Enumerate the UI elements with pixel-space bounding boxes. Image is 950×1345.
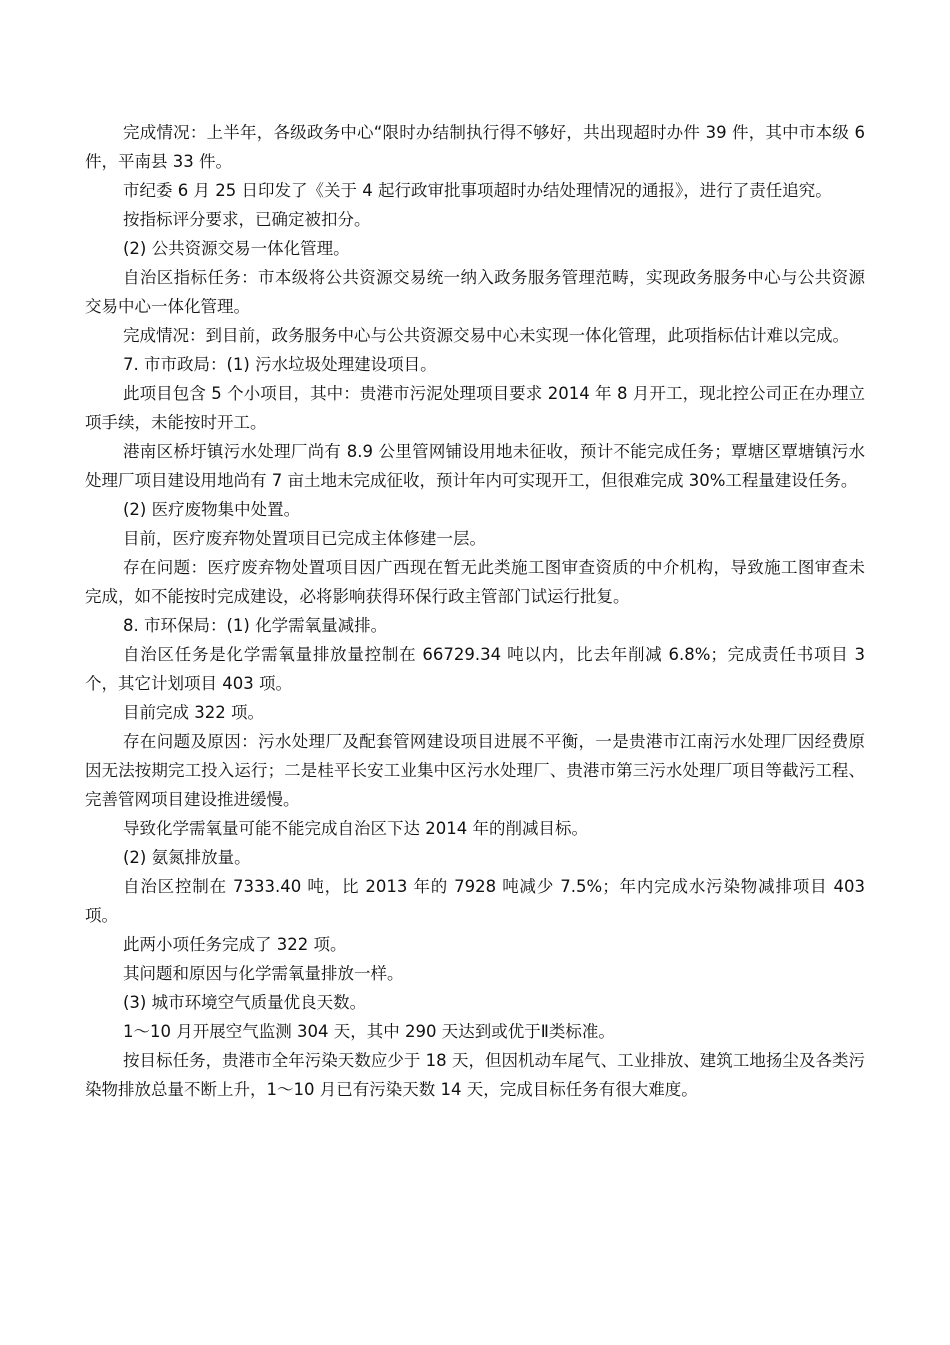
- paragraph-2: 市纪委 6 月 25 日印发了《关于 4 起行政审批事项超时办结处理情况的通报》，进行了责任追究。: [123, 181, 832, 200]
- document-body: [85, 118, 865, 1104]
- paragraph-17: 导致化学需氧量可能不能完成自治区下达 2014 年的削减目标。: [123, 819, 588, 838]
- paragraph-13: 8. 市环保局：(1) 化学需氧量减排。: [123, 616, 388, 635]
- paragraph-9: 港南区桥圩镇污水处理厂尚有 8.9 公里管网铺设用地未征收，预计不能完成任务；覃塘区覃塘镇污水处理厂项目建设用地尚有 7 亩土地未完成征收，预计年内可实现开工，但很难完成 30%工程量建设任务。: [85, 442, 865, 490]
- paragraph-1: 完成情况：上半年，各级政务中心“限时办结制执行得不够好，共出现超时办件 39 件，其中市本级 6 件，平南县 33 件。: [85, 123, 865, 171]
- paragraph-7: 7. 市市政局：(1) 污水垃圾处理建设项目。: [123, 355, 437, 374]
- paragraph-16: 存在问题及原因：污水处理厂及配套管网建设项目进展不平衡，一是贵港市江南污水处理厂因经费原因无法按期完工投入运行；二是桂平长安工业集中区污水处理厂、贵港市第三污水处理厂项目等截污工程、完善管网项目建设推进缓慢。: [85, 732, 865, 809]
- paragraph-15: 目前完成 322 项。: [123, 703, 264, 722]
- paragraph-22: (3) 城市环境空气质量优良天数。: [123, 993, 367, 1012]
- paragraph-8: 此项目包含 5 个小项目，其中：贵港市污泥处理项目要求 2014 年 8 月开工，现北控公司正在办理立项手续，未能按时开工。: [85, 384, 865, 432]
- paragraph-5: 自治区指标任务：市本级将公共资源交易统一纳入政务服务管理范畴，实现政务服务中心与公共资源交易中心一体化管理。: [85, 268, 865, 316]
- paragraph-21: 其问题和原因与化学需氧量排放一样。: [123, 964, 404, 983]
- paragraph-19: 自治区控制在 7333.40 吨，比 2013 年的 7928 吨减少 7.5%；年内完成水污染物减排项目 403 项。: [85, 877, 865, 925]
- paragraph-20: 此两小项任务完成了 322 项。: [123, 935, 347, 954]
- paragraph-24: 按目标任务，贵港市全年污染天数应少于 18 天，但因机动车尾气、工业排放、建筑工地扬尘及各类污染物排放总量不断上升，1～10 月已有污染天数 14 天，完成目标任务有很大难度。: [85, 1051, 865, 1099]
- paragraph-3: 按指标评分要求，已确定被扣分。: [123, 210, 371, 229]
- paragraph-10: (2) 医疗废物集中处置。: [123, 500, 301, 519]
- paragraph-4: (2) 公共资源交易一体化管理。: [123, 239, 350, 258]
- paragraph-14: 自治区任务是化学需氧量排放量控制在 66729.34 吨以内，比去年削减 6.8%；完成责任书项目 3 个，其它计划项目 403 项。: [85, 645, 865, 693]
- paragraph-12: 存在问题：医疗废弃物处置项目因广西现在暂无此类施工图审查资质的中介机构，导致施工图审查未完成，如不能按时完成建设，必将影响获得环保行政主管部门试运行批复。: [85, 558, 865, 606]
- paragraph-23: 1～10 月开展空气监测 304 天，其中 290 天达到或优于Ⅱ类标准。: [123, 1022, 615, 1041]
- paragraph-6: 完成情况：到目前，政务服务中心与公共资源交易中心未实现一体化管理，此项指标估计难以完成。: [123, 326, 849, 345]
- paragraph-18: (2) 氨氮排放量。: [123, 848, 251, 867]
- paragraph-11: 目前，医疗废弃物处置项目已完成主体修建一层。: [123, 529, 486, 548]
